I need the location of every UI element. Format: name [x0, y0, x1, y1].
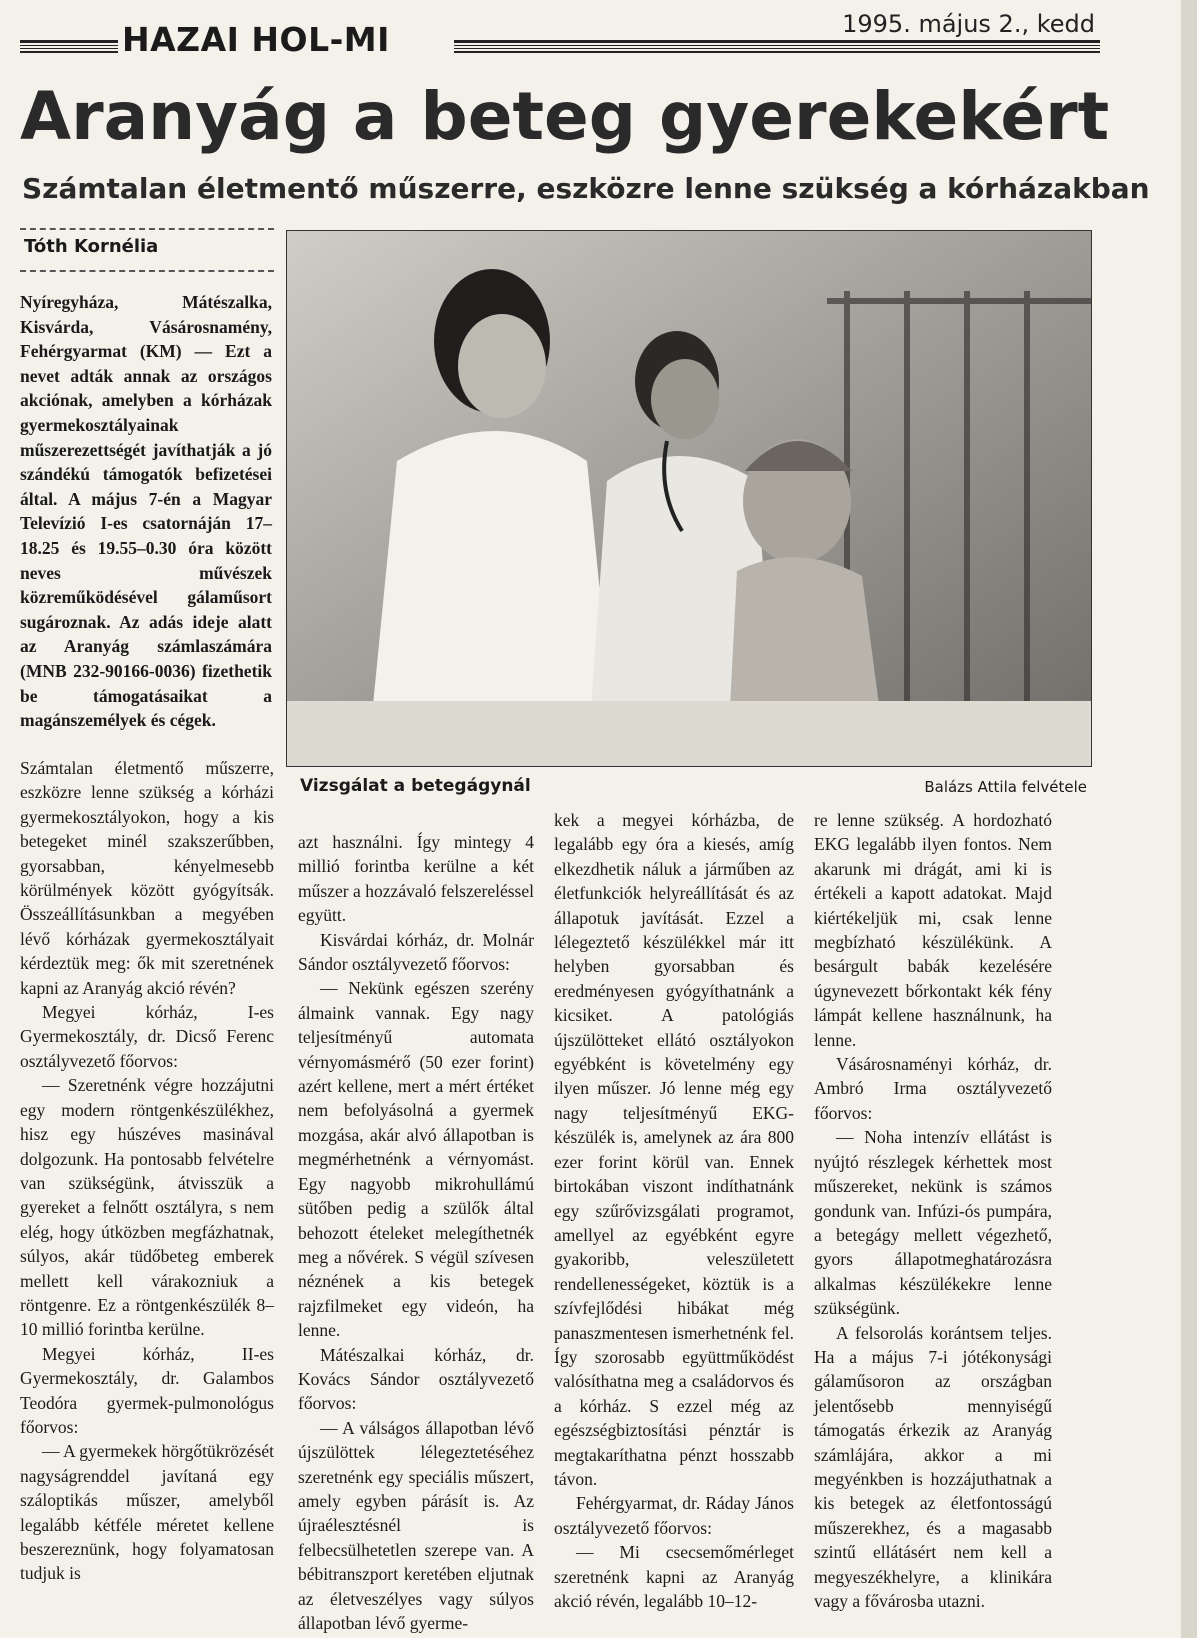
lead-text: Nyíregyháza, Mátészalka, Kisvárda, Vásárosnamény, Fehérgyarmat (KM) — Ezt a nevet adták annak az országos akciónak, amelyben a kórházak gyermekosztályainak műszerezettségét javíthatják a jó szándékú támogatók befizetései által. A május 7-én a Magyar Televízió I-es csatornáján 17–18.25 és 19.55–0.30 óra között neves művészek közreműködésével gálaműsort sugároznak. Az adás ideje alatt az Aranyág számlaszámára (MNB 232-90166-0036) fizethetik be támogatásaikat a magánszemélyek és cégek.: [20, 292, 272, 731]
issue-date: 1995. május 2., kedd: [842, 10, 1095, 38]
header-rule-left: [20, 40, 118, 53]
section-title: HAZAI HOL-MI: [122, 20, 390, 59]
paragraph: kek a megyei kórházba, de legalább egy óra a kiesés, amíg elkezdhetik náluk a járműben az életfunkciók helyreállítását és az állapotuk javítását. Ezzel a lélegeztető készülékkel már itt helyben gyorsabban és eredményesen gyógyíthatnánk a kicsiket. A patológiás újszülötteket ellátó osztályokon egyébként is követelmény egy ilyen műszer. Jó lenne még egy nagy teljesítményű EKG-készülék is, amelynek az ára 800 ezer forint körül van. Ennek birtokában viszont indíthatnánk egy szűrővizsgálati programot, amellyel az egyébként egyre gyakoribb, veleszületett rendellenességeket, köztük is a szívfejlődési hibákat még panaszmentesen ismerhetnénk fel. Így szorosabb együttműködést valósíthatna meg a családorvos és a kórház. S ezzel még az egészségbiztosítási pénztár is megtakaríthatna pénzt hosszabb távon.: [554, 810, 794, 1489]
paragraph: Számtalan életmentő műszerre, eszközre lenne szükség a kórházi gyermekosztályokon, hogy a kis betegeket minél szakszerűbben, gyorsabban, kényelmesebb körülmények között gyógyítsák. Összeállításunkban a megyében lévő kórházak gyermekosztályait kérdeztük meg: ők mit szeretnének kapni az Aranyág akció révén?: [20, 758, 274, 998]
header-rule-right: [454, 40, 1100, 53]
paragraph: — Nekünk egészen szerény álmaink vannak. Egy nagy teljesítményű automata vérnyomásmérő (50 ezer forint) azért kellene, mert a mért értéket nem befolyásolná a gyermek mozgása, akár alvó állapotban is megmérhetnénk a vérnyomást. Egy nagyobb mikrohullámú sütőben pedig a szülők által behozott ételeket melegíthetnék meg a nővérek. S végül szívesen néznének a kis betegek rajzfilmeket egy videón, ha lenne.: [298, 978, 534, 1341]
paragraph: — Mi csecsemőmérleget szeretnénk kapni az Aranyág akció révén, legalább 10–12-: [554, 1542, 794, 1611]
photo-caption: Vizsgálat a betegágynál: [300, 776, 531, 796]
paragraph: azt használni. Így mintegy 4 millió forintba kerülne a két műszer a hozzávaló felszereléssel együtt.: [298, 832, 534, 926]
article-headline: Aranyág a beteg gyerekekért: [20, 78, 1110, 155]
page-edge: [1181, 0, 1197, 1638]
paragraph: re lenne szükség. A hordozható EKG legalább ilyen fontos. Nem akarunk mi drágát, ami ki is értékeli a kapott adatokat. Majd kiértékeljük mi, csak lenne megbízható készülékünk. A besárgult babák kezelésére úgynevezett bőrkontakt kék fény lámpát kellene használnunk, ha lenne.: [814, 810, 1052, 1050]
body-column-3: [554, 808, 794, 1613]
paragraph: Kisvárdai kórház, dr. Molnár Sándor osztályvezető főorvos:: [298, 929, 534, 975]
paragraph: — Noha intenzív ellátást is nyújtó részlegek kérhettek most műszereket, nekünk is számos gondunk van. Infúzi-ós pumpára, a betegágy mellett végezhető, gyors állapotmeghatározásra alkalmas készülékekre lenne szükségünk.: [814, 1127, 1052, 1319]
paragraph: Vásárosnaményi kórház, dr. Ambró Irma osztályvezető főorvos:: [814, 1054, 1052, 1123]
paragraph: Fehérgyarmat, dr. Ráday János osztályvezető főorvos:: [554, 1493, 794, 1538]
paragraph: — Szeretnénk végre hozzájutni egy modern röntgenkészülékhez, hisz egy húszéves masinával dolgozunk. Ha pontosabb felvételre van szükségünk, átvisszük a gyereket a felnőtt osztályra, s nem elég, hogy útközben megfázhatnak, súlyos, akár tüdőbeteg emberek mellett kell várakozniuk a röntgenre. Ez a röntgenkészülék 8–10 millió forintba kerülne.: [20, 1075, 274, 1340]
byline-box: [20, 228, 274, 272]
photo-illustration: [287, 231, 1091, 766]
article-subtitle: Számtalan életmentő műszerre, eszközre lenne szükség a kórházakban: [22, 172, 1150, 205]
photo-credit: Balázs Attila felvétele: [924, 778, 1087, 796]
body-column-2: [298, 830, 534, 1635]
paragraph: Megyei kórház, II-es Gyermekosztály, dr. Galambos Teodóra gyermek-pulmonológus főorvos:: [20, 1343, 274, 1437]
article-photo: [286, 230, 1092, 767]
author-byline: Tóth Kornélia: [24, 236, 159, 257]
paragraph: — A válságos állapotban lévő újszülöttek lélegeztetéséhez szeretnénk egy speciális műszert, amely egyben párásít is. Az újraélesztésnél is felbecsülhetetlen szerepe van. A bébitranszport keretében eljutnak az életveszélyes vagy súlyos állapotban lévő gyerme-: [298, 1417, 534, 1633]
lead-paragraph: [20, 290, 272, 733]
paragraph: Mátészalkai kórház, dr. Kovács Sándor osztályvezető főorvos:: [298, 1344, 534, 1414]
body-column-4: [814, 808, 1052, 1613]
paragraph: — A gyermekek hörgőtükrözését nagyságrenddel javítaná egy száloptikás műszer, amelyből legalább kétféle méretet kellene beszereznünk, hogy folyamatosan tudjuk is: [20, 1441, 274, 1584]
paragraph: A felsorolás korántsem teljes. Ha a május 7-i jótékonysági gálaműsoron az országban jelentősebb mennyiségű támogatás érkezik az Aranyág számlájára, akkor a mi megyénkben is hozzájuthatnak a kis betegek az életfontosságú műszerekhez, és a magasabb szintű ellátásért nem kell a megyeszékhelyre, a klinikára vagy a fővárosba utazni.: [814, 1322, 1052, 1611]
body-column-1: [20, 756, 274, 1586]
paragraph: Megyei kórház, I-es Gyermekosztály, dr. Dicső Ferenc osztályvezető főorvos:: [20, 1002, 274, 1071]
